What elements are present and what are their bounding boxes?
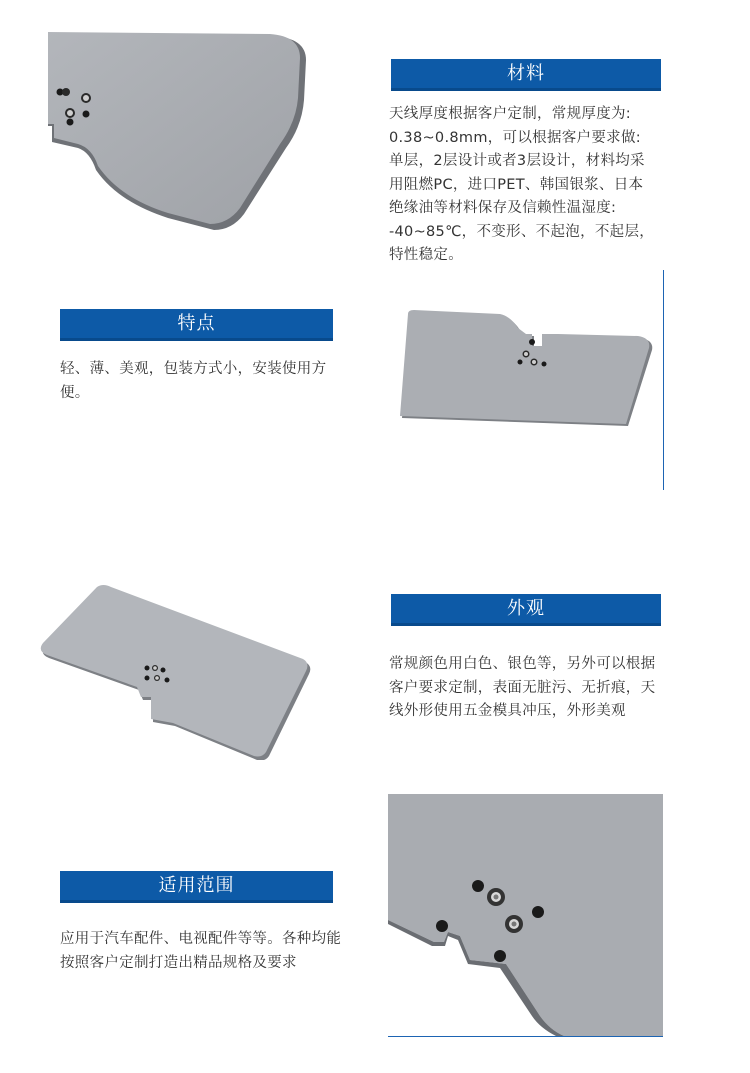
antenna-panel-image-4 xyxy=(388,794,663,1036)
mount-hole-icon xyxy=(436,920,448,932)
antenna-photo-2 xyxy=(388,296,663,436)
features-header: 特点 xyxy=(60,309,333,341)
antenna-panel-image-1 xyxy=(48,30,340,240)
application-text: 应用于汽车配件、电视配件等等。各种均能按照客户定制打造出精品规格及要求 xyxy=(60,931,342,971)
mount-hole-icon xyxy=(67,119,74,126)
antenna-photo-1 xyxy=(48,30,340,240)
mount-hole-icon xyxy=(472,880,484,892)
features-text: 轻、薄、美观，包装方式小，安装使用方便。 xyxy=(60,361,327,401)
antenna-photo-3 xyxy=(35,580,315,760)
antenna-panel-image-2 xyxy=(388,296,663,436)
material-text: 天线厚度根据客户定制，常规厚度为: 0.38~0.8mm，可以根据客户要求做: 单层，2层设计或者3层设计，材料均采用阻燃PC，进口PET、韩国银浆、日本绝缘油等材料保存及信赖性温湿度: -40~85℃，不变形、不起泡，不起层，特性稳定。 xyxy=(389,106,655,263)
application-header: 适用范围 xyxy=(60,871,333,903)
appearance-header: 外观 xyxy=(391,594,661,626)
mount-hole-icon xyxy=(494,950,506,962)
antenna-photo-4 xyxy=(388,794,663,1036)
antenna-panel-image-3 xyxy=(35,580,315,760)
material-header: 材料 xyxy=(391,59,661,91)
mount-hole-icon xyxy=(532,906,544,918)
appearance-text: 常规颜色用白色、银色等，另外可以根据客户要求定制，表面无脏污、无折痕，天线外形使用五金模具冲压，外形美观 xyxy=(389,656,656,719)
divider-line xyxy=(388,1036,663,1037)
divider-line xyxy=(663,270,664,490)
